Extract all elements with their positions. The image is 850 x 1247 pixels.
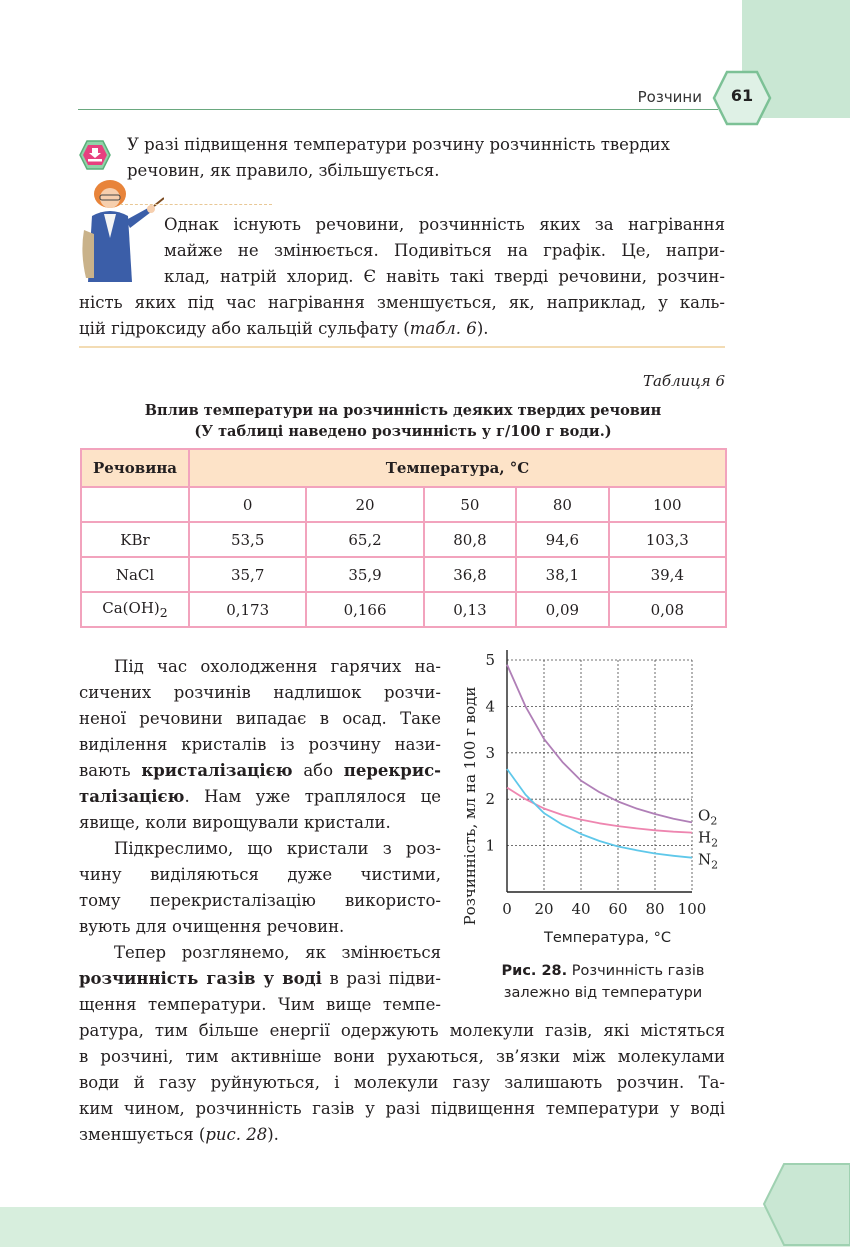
y-tick-label: 4 — [485, 697, 495, 716]
body-line: ким чином, розчинність газів у разі підвищення температури у воді — [79, 1099, 725, 1118]
series-label-symbol: O — [698, 806, 711, 825]
note-bottom-rule — [79, 346, 725, 348]
y-tick-label: 3 — [485, 743, 495, 762]
note-text: ). — [476, 319, 489, 338]
body-text: в разі підви- — [321, 969, 441, 988]
body-line: явище, коли вирощували кристали. — [79, 813, 391, 832]
body-text: вають — [79, 761, 142, 780]
body-line: води й газу руйнуються, і молекули газу залишають розчин. Та- — [79, 1073, 725, 1092]
value-cell: 38,1 — [516, 557, 608, 592]
body-text: або — [292, 761, 344, 780]
body-line: Під час охолодження гарячих на- — [114, 657, 441, 676]
caption-text: Розчинність газів — [567, 963, 705, 979]
formula-subscript: 2 — [159, 605, 168, 620]
substance-cell: KBr — [81, 522, 189, 557]
value-cell: 0,09 — [516, 592, 608, 627]
table-header-row — [81, 449, 726, 487]
body-text: зменшується ( — [79, 1125, 206, 1144]
note-line: майже не змінюється. Подивіться на графік. Це, напри- — [164, 241, 725, 260]
intro-line: У разі підвищення температури розчину розчинність твердих — [127, 135, 670, 154]
value-cell: 94,6 — [516, 522, 608, 557]
footer-band — [0, 1207, 850, 1247]
download-hexagon-icon — [79, 139, 111, 171]
body-line: Тепер розглянемо, як змінюється — [114, 943, 441, 962]
body-line: неної речовини випадає в осад. Таке — [79, 709, 441, 728]
temperature-cell: 100 — [609, 487, 726, 522]
series-label — [698, 850, 718, 871]
value-cell: 80,8 — [424, 522, 516, 557]
x-tick-label: 60 — [608, 900, 628, 918]
body-full-width — [79, 1018, 725, 1148]
body-line: в розчині, тим активніше вони рухаються, зв’язки між молекулами — [79, 1047, 725, 1066]
body-line — [79, 966, 441, 992]
body-text: . Нам уже траплялося це — [184, 787, 441, 806]
teacher-illustration — [76, 178, 164, 282]
term-recrystallization-part2: талізацією — [79, 787, 185, 806]
series-label — [698, 828, 718, 849]
intro-paragraph — [127, 132, 725, 184]
value-cell: 65,2 — [306, 522, 423, 557]
x-axis-label: Температура, °С — [544, 930, 671, 946]
caption-line: залежно від температури — [503, 985, 703, 1001]
table-cell — [81, 487, 189, 522]
figure-reference: рис. 28 — [205, 1125, 268, 1144]
note-last-line — [79, 316, 489, 342]
x-tick-label: 0 — [502, 900, 512, 918]
temperature-cell: 50 — [424, 487, 516, 522]
header-temperature: Температура, °С — [189, 449, 726, 487]
table-subtitle: (У таблиці наведено розчинність у г/100 г води.) — [194, 423, 612, 440]
y-axis-label: Розчинність, мл на 100 г води — [461, 686, 479, 926]
page-number: 61 — [730, 86, 754, 105]
body-line — [79, 1122, 725, 1148]
term-crystallization: кристалізацією — [141, 761, 293, 780]
body-line: ратура, тим більше енергії одержують молекули газів, які містяться — [79, 1021, 725, 1040]
series-label-symbol: N — [698, 850, 712, 869]
x-tick-label: 20 — [534, 900, 554, 918]
series-line-h2 — [507, 788, 692, 833]
substance-formula: Ca(OH) — [102, 599, 160, 617]
series-label-subscript: 2 — [710, 814, 718, 828]
figure-caption — [462, 960, 744, 1004]
table-row — [81, 592, 726, 627]
value-cell: 0,08 — [609, 592, 726, 627]
table-title: Вплив температури на розчинність деяких твердих речовин — [144, 402, 662, 419]
y-tick-label: 2 — [485, 790, 495, 809]
series-label-subscript: 2 — [711, 858, 719, 872]
note-line: ність яких під час нагрівання зменшується, як, наприклад, у каль- — [79, 293, 725, 312]
value-cell: 0,166 — [306, 592, 423, 627]
table-reference: табл. 6 — [409, 319, 477, 338]
body-line: Підкреслимо, що кристали з роз- — [114, 839, 441, 858]
value-cell: 0,13 — [424, 592, 516, 627]
body-line: щення температури. Чим вище темпе- — [79, 995, 441, 1014]
body-left-column — [79, 654, 441, 1018]
substance-cell: NaCl — [81, 557, 189, 592]
series-line-n2 — [507, 769, 692, 858]
temperature-cell: 20 — [306, 487, 423, 522]
series-label — [698, 806, 717, 827]
table-label: Таблиця 6 — [642, 372, 725, 390]
caption-line — [462, 960, 744, 982]
series-line-o2 — [507, 665, 692, 823]
series-label-symbol: H — [698, 828, 712, 847]
body-text: ). — [267, 1125, 279, 1144]
intro-line: речовин, як правило, збільшується. — [127, 161, 440, 180]
x-tick-label: 40 — [571, 900, 591, 918]
value-cell: 35,9 — [306, 557, 423, 592]
value-cell: 39,4 — [609, 557, 726, 592]
value-cell: 103,3 — [609, 522, 726, 557]
table-caption — [79, 400, 727, 442]
table-row — [81, 557, 726, 592]
term-recrystallization-part1: перекрис- — [343, 761, 441, 780]
substance-cell — [81, 592, 189, 627]
caption-label: Рис. 28. — [501, 963, 568, 979]
section-title: Розчини — [637, 88, 702, 106]
value-cell: 35,7 — [189, 557, 306, 592]
x-tick-label: 80 — [645, 900, 665, 918]
note-line: Однак існують речовини, розчинність яких за нагрівання — [164, 215, 725, 234]
footer-hexagon — [762, 1162, 850, 1247]
body-line: вують для очищення речовин. — [79, 917, 345, 936]
y-tick-label: 5 — [485, 651, 495, 669]
series-label-subscript: 2 — [711, 836, 719, 850]
header-rule — [78, 109, 718, 110]
temperature-cell: 0 — [189, 487, 306, 522]
body-line: чину виділяються дуже чистими, — [79, 865, 441, 884]
header-substance: Речовина — [81, 449, 189, 487]
table-row — [81, 522, 726, 557]
body-line — [79, 784, 441, 810]
value-cell: 53,5 — [189, 522, 306, 557]
body-line — [79, 758, 441, 784]
temperature-cell: 80 — [516, 487, 608, 522]
note-text: цій гідроксиду або кальцій сульфату ( — [79, 319, 410, 338]
note-top-rule — [120, 204, 272, 205]
temperature-row — [81, 487, 726, 522]
body-line: тому перекристалізацію використо- — [79, 891, 441, 910]
y-tick-label: 1 — [485, 836, 495, 855]
gas-solubility-chart — [455, 640, 745, 950]
body-line: виділення кристалів із розчину нази- — [79, 735, 441, 754]
value-cell: 0,173 — [189, 592, 306, 627]
x-tick-label: 100 — [677, 900, 707, 918]
value-cell: 36,8 — [424, 557, 516, 592]
body-line: сичених розчинів надлишок розчи- — [79, 683, 441, 702]
note-line: клад, натрій хлорид. Є навіть такі тверді речовини, розчин- — [164, 267, 725, 286]
solubility-table — [80, 448, 727, 628]
term-gas-solubility: розчинність газів у воді — [79, 969, 322, 988]
